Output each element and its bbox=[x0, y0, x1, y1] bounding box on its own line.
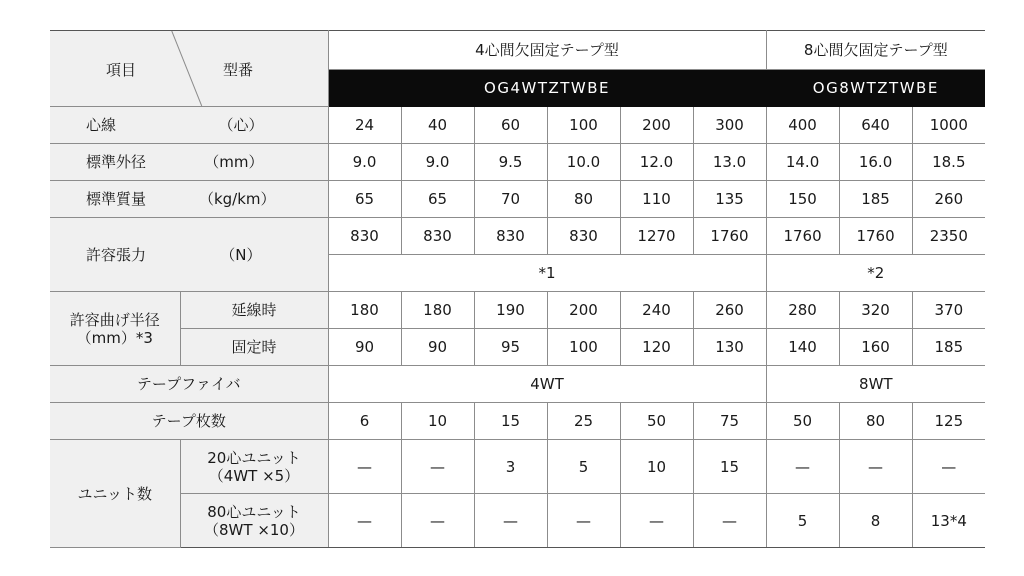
corner-diagonal bbox=[50, 31, 328, 106]
cell: 110 bbox=[620, 181, 693, 218]
cell: 150 bbox=[766, 181, 839, 218]
row-bend-label: 許容曲げ半径 bbox=[69, 310, 160, 329]
cell: 1760 bbox=[839, 218, 912, 255]
row-tape-count-label: テープ枚数 bbox=[50, 403, 328, 440]
cell: 9.0 bbox=[401, 144, 474, 181]
row-tape-count bbox=[50, 403, 985, 440]
cell: 50 bbox=[766, 403, 839, 440]
cell: 400 bbox=[766, 107, 839, 144]
row-bend-fixed bbox=[50, 329, 985, 366]
row-bend-laying bbox=[50, 292, 985, 329]
cell: 190 bbox=[474, 292, 547, 329]
cell: 830 bbox=[401, 218, 474, 255]
unit-80-name: 80心ユニット bbox=[207, 502, 301, 521]
cell: 185 bbox=[839, 181, 912, 218]
cell: 120 bbox=[620, 329, 693, 366]
row-diameter-label: 標準外径 bbox=[86, 153, 147, 171]
cell: 280 bbox=[766, 292, 839, 329]
row-units-label: ユニット数 bbox=[50, 440, 180, 548]
cell: 65 bbox=[328, 181, 401, 218]
cell: 125 bbox=[912, 403, 985, 440]
cell: 10.0 bbox=[547, 144, 620, 181]
cell: 90 bbox=[328, 329, 401, 366]
row-bend-laying-label: 延線時 bbox=[180, 292, 328, 329]
cell: 180 bbox=[401, 292, 474, 329]
cell: — bbox=[401, 440, 474, 494]
cell: — bbox=[620, 494, 693, 548]
row-bend-fixed-label: 固定時 bbox=[180, 329, 328, 366]
row-mass-unit: （kg/km） bbox=[198, 190, 276, 208]
cell: 180 bbox=[328, 292, 401, 329]
cell: 130 bbox=[693, 329, 766, 366]
spec-table bbox=[50, 30, 985, 548]
row-tension-label: 許容張力 bbox=[86, 245, 147, 264]
cell: — bbox=[839, 440, 912, 494]
row-mass-header bbox=[50, 181, 328, 218]
cell: 65 bbox=[401, 181, 474, 218]
cell: — bbox=[328, 440, 401, 494]
row-units-80-label bbox=[180, 494, 328, 548]
row-tape-fiber bbox=[50, 366, 985, 403]
row-cores-unit: （心） bbox=[218, 116, 264, 134]
tension-note-1: *1 bbox=[328, 255, 766, 292]
cell: 50 bbox=[620, 403, 693, 440]
corner-header bbox=[50, 31, 328, 107]
model-4core: OG4WTZTWBE bbox=[328, 70, 766, 107]
cell: 8 bbox=[839, 494, 912, 548]
tension-note-2: *2 bbox=[766, 255, 985, 292]
cell: 40 bbox=[401, 107, 474, 144]
cell: — bbox=[401, 494, 474, 548]
cell: 2350 bbox=[912, 218, 985, 255]
cell: 14.0 bbox=[766, 144, 839, 181]
cell: 100 bbox=[547, 329, 620, 366]
cell: 5 bbox=[766, 494, 839, 548]
row-cores-header bbox=[50, 107, 328, 144]
row-diameter-unit: （mm） bbox=[204, 153, 264, 171]
cell: 6 bbox=[328, 403, 401, 440]
row-diameter bbox=[50, 144, 985, 181]
corner-model-label: 型番 bbox=[223, 61, 254, 79]
cell: 300 bbox=[693, 107, 766, 144]
cell: 100 bbox=[547, 107, 620, 144]
cell: 95 bbox=[474, 329, 547, 366]
row-units-20-label bbox=[180, 440, 328, 494]
cell: 240 bbox=[620, 292, 693, 329]
cell: 830 bbox=[474, 218, 547, 255]
cell: 10 bbox=[620, 440, 693, 494]
row-mass-label: 標準質量 bbox=[86, 190, 147, 208]
cell: 640 bbox=[839, 107, 912, 144]
cell: 3 bbox=[474, 440, 547, 494]
row-cores bbox=[50, 107, 985, 144]
cell: 60 bbox=[474, 107, 547, 144]
tape-fiber-8: 8WT bbox=[766, 366, 985, 403]
group-4core-label: 4心間欠固定テープ型 bbox=[328, 31, 766, 70]
cell: 70 bbox=[474, 181, 547, 218]
cell: 5 bbox=[547, 440, 620, 494]
cell: 260 bbox=[912, 181, 985, 218]
cell: 135 bbox=[693, 181, 766, 218]
unit-20-detail: （4WT ×5） bbox=[208, 466, 300, 485]
cell: 370 bbox=[912, 292, 985, 329]
cell: 9.0 bbox=[328, 144, 401, 181]
cell: 13.0 bbox=[693, 144, 766, 181]
cell: 1760 bbox=[693, 218, 766, 255]
cell: 160 bbox=[839, 329, 912, 366]
row-tension-unit: （N） bbox=[220, 245, 262, 264]
cell: 260 bbox=[693, 292, 766, 329]
cell: — bbox=[766, 440, 839, 494]
row-units-20 bbox=[50, 440, 985, 494]
cell: 830 bbox=[547, 218, 620, 255]
cell: 140 bbox=[766, 329, 839, 366]
cell: 75 bbox=[693, 403, 766, 440]
cell: — bbox=[547, 494, 620, 548]
cell: 10 bbox=[401, 403, 474, 440]
cell: 9.5 bbox=[474, 144, 547, 181]
row-tension bbox=[50, 218, 985, 255]
cell: — bbox=[474, 494, 547, 548]
cell: 16.0 bbox=[839, 144, 912, 181]
cell: 12.0 bbox=[620, 144, 693, 181]
row-mass bbox=[50, 181, 985, 218]
cell: 15 bbox=[474, 403, 547, 440]
cell: 25 bbox=[547, 403, 620, 440]
cell: 830 bbox=[328, 218, 401, 255]
header-row-series bbox=[50, 31, 985, 70]
cell: 1760 bbox=[766, 218, 839, 255]
cell: 200 bbox=[620, 107, 693, 144]
cell: 24 bbox=[328, 107, 401, 144]
group-8core-label: 8心間欠固定テープ型 bbox=[766, 31, 985, 70]
cell: 80 bbox=[547, 181, 620, 218]
corner-item-label: 項目 bbox=[106, 61, 137, 79]
row-bend-unit: （mm）*3 bbox=[76, 328, 153, 347]
cell: 90 bbox=[401, 329, 474, 366]
row-units-80 bbox=[50, 494, 985, 548]
cell: 200 bbox=[547, 292, 620, 329]
cell: 185 bbox=[912, 329, 985, 366]
row-tension-header bbox=[50, 218, 328, 292]
cell: 13*4 bbox=[912, 494, 985, 548]
row-cores-label: 心線 bbox=[86, 116, 117, 134]
tape-fiber-4: 4WT bbox=[328, 366, 766, 403]
cell: — bbox=[912, 440, 985, 494]
cell: — bbox=[693, 494, 766, 548]
unit-20-name: 20心ユニット bbox=[207, 448, 301, 467]
row-bend-header bbox=[50, 292, 180, 366]
cell: 80 bbox=[839, 403, 912, 440]
model-8core: OG8WTZTWBE bbox=[766, 70, 985, 107]
cell: 320 bbox=[839, 292, 912, 329]
row-diameter-header bbox=[50, 144, 328, 181]
row-tape-fiber-label: テープファイバ bbox=[50, 366, 328, 403]
cell: 15 bbox=[693, 440, 766, 494]
cell: — bbox=[328, 494, 401, 548]
cell: 1000 bbox=[912, 107, 985, 144]
cell: 18.5 bbox=[912, 144, 985, 181]
unit-80-detail: （8WT ×10） bbox=[204, 520, 304, 539]
cell: 1270 bbox=[620, 218, 693, 255]
